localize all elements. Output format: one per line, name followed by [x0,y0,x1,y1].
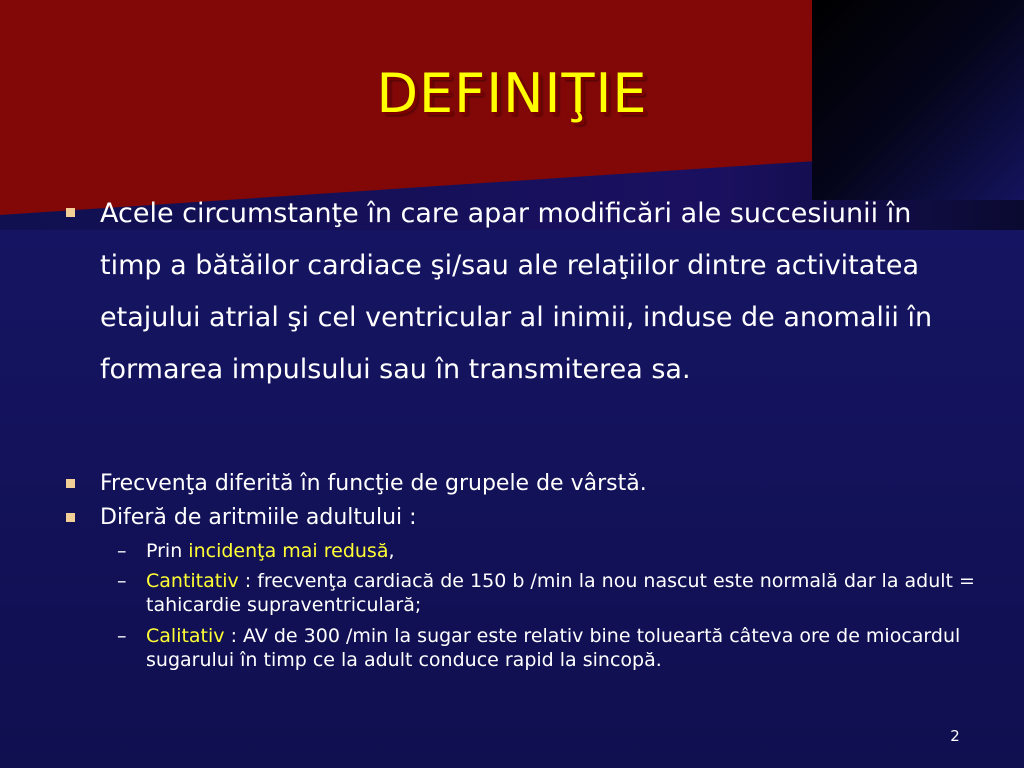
bullet-definition: Acele circumstanţe în care apar modificări ale succesiunii în timp a bătăilor cardiace şi/sau ale relaţiilor dintre activitatea etajului atrial şi cel ventricular al inimii, induse de anomalii în formarea impulsului sau în transmiterea sa. [100,198,933,385]
sub-item-rest: : AV de 300 /min la sugar este relativ bine tolueartă câteva ore de miocardul sugarului în timp ce la adult conduce rapid la sincopă. [146,625,961,671]
dash-marker: – [117,540,127,562]
sub-item-highlight: Cantitativ [146,570,239,592]
bullet-square-icon [66,208,75,217]
sub-item-rest: : frecvenţa cardiacă de 150 b /min la nou nascut este normală dar la adult = tahicardie supraventriculară; [146,570,975,616]
sub-item-qualitative [146,624,996,672]
bullet-differs: Diferă de aritmiile adultului : [100,505,417,530]
sub-item-highlight: Calitativ [146,625,225,647]
bullet-frequency: Frecvenţa diferită în funcţie de grupele de vârstă. [100,471,647,496]
page-number: 2 [950,727,960,745]
dash-marker: – [117,625,127,647]
sub-item-quantitative [146,569,996,617]
bullet-square-icon [66,479,75,488]
sub-item-rest: , [388,540,395,562]
slide-title: DEFINIŢIE [376,62,648,125]
dash-marker: – [117,570,127,592]
sub-item-prefix: Prin [146,540,189,562]
bullet-square-icon [66,513,75,522]
sub-item-highlight: incidenţa mai redusă [188,540,389,562]
sub-item-incidence [146,539,996,563]
